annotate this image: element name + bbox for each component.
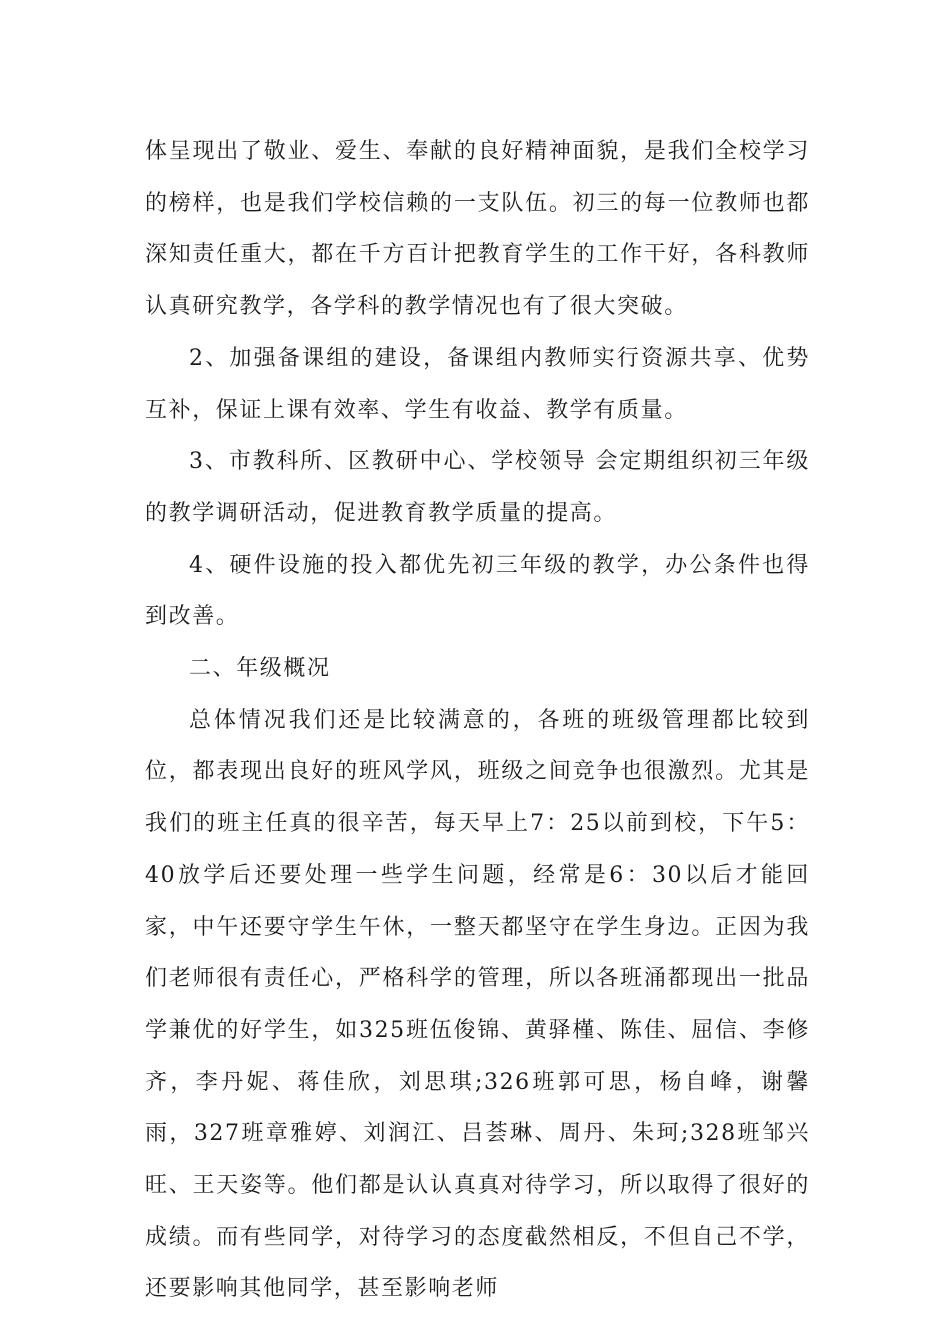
paragraph-item-4: 4、硬件设施的投入都优先初三年级的教学，办公条件也得到改善。 [145, 552, 810, 630]
paragraph-item-2: 2、加强备课组的建设，备课组内教师实行资源共享、优势互补，保证上课有效率、学生有收益、教学有质量。 [145, 345, 810, 423]
paragraph-overview-body: 总体情况我们还是比较满意的，各班的班级管理都比较到位，都表现出良好的班风学风，班级之间竞争也很激烈。尤其是我们的班主任真的很辛苦，每天早上7：25以前到校，下午5：40放学后还要处理一些学生问题，经常是6：30以后才能回家，中午还要守学生午休，一整天都坚守在学生身边。正因为我们老师很有责任心，严格科学的管理，所以各班涌都现出一批品学兼优的好学生，如325班伍俊锦、黄驿槿、陈佳、屈信、李修齐，李丹妮、蒋佳欣，刘思琪;326班郭可思，杨自峰，谢馨雨，327班章雅婷、刘润江、吕荟琳、周丹、朱珂;328班邹兴旺、王天姿等。他们都是认认真真对待学习，所以取得了很好的成绩。而有些同学，对待学习的态度截然相反，不但自己不学，还要影响其他同学，甚至影响老师 [145, 707, 810, 1302]
paragraph-item-3: 3、市教科所、区教研中心、学校领导 会定期组织初三年级的教学调研活动，促进教育教学质量的提高。 [145, 449, 810, 526]
document-page [145, 126, 810, 1315]
section-heading-grade-overview: 二、年级概况 [189, 656, 331, 682]
paragraph-continuation: 体呈现出了敬业、爱生、奉献的良好精神面貌，是我们全校学习的榜样，也是我们学校信赖的一支队伍。初三的每一位教师也都深知责任重大，都在千方百计把教育学生的工作干好，各科教师认真研究教学，各学科的教学情况也有了很大突破。 [145, 139, 810, 320]
